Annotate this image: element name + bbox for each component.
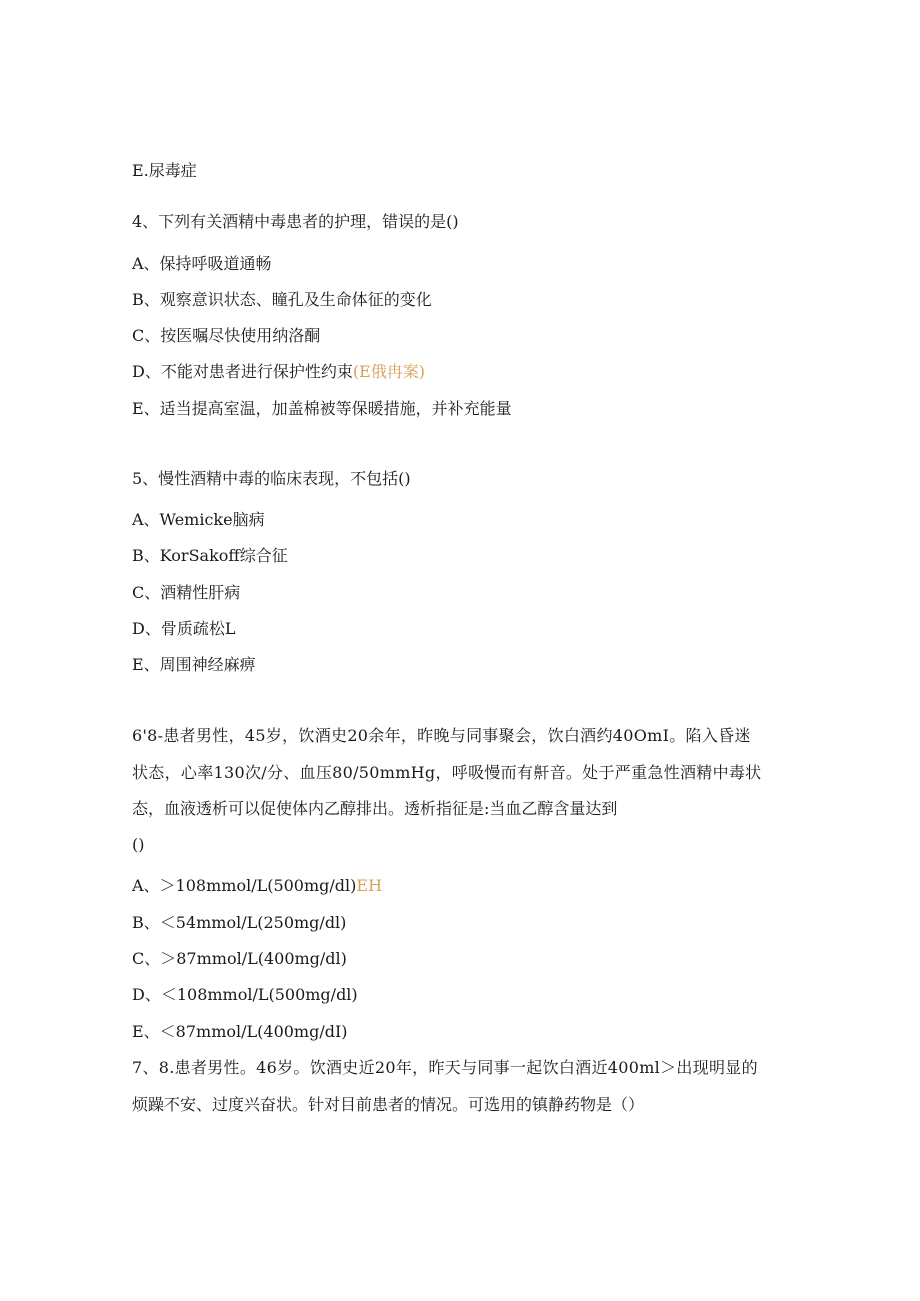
q5-option-e: E、周围神经麻痹 xyxy=(132,655,256,674)
q4-option-d: D、不能对患者进行保护性约束 xyxy=(132,362,353,381)
q4-stem: 4、下列有关酒精中毒患者的护理，错误的是() xyxy=(132,212,459,231)
q6-option-b: B、＜54mmol∕L(250mg∕dl) xyxy=(132,913,347,932)
q6-answer-mark: EH xyxy=(356,876,383,895)
q6-option-a-row xyxy=(132,876,382,896)
q7-stem-line-1: 7、8.患者男性。46岁。饮酒史近20年，昨天与同事一起饮白酒近400ml＞出现明显的 xyxy=(132,1058,758,1077)
q5-option-c: C、酒精性肝病 xyxy=(132,583,241,602)
q6-option-a: A、＞108mmol∕L(500mg∕dl) xyxy=(132,876,357,895)
q6-stem-line-2: 状态，心率130次/分、血压80∕50mmHg，呼吸慢而有鼾音。处于严重急性酒精中毒状 xyxy=(132,763,762,782)
q4-answer-mark: (E俄冉案) xyxy=(352,362,426,381)
q5-option-d: D、骨质疏松L xyxy=(132,619,236,638)
q4-option-d-row xyxy=(132,362,425,382)
q7-stem-line-2: 烦躁不安、过度兴奋状。针对目前患者的情况。可选用的镇静药物是（） xyxy=(132,1095,645,1114)
q6-stem-line-4: () xyxy=(132,835,145,854)
q6-option-d: D、＜108mmol∕L(500mg∕dl) xyxy=(132,985,358,1004)
q5-option-b: B、KorSakoff综合征 xyxy=(132,546,288,565)
q5-option-a: A、Wemicke脑病 xyxy=(132,510,265,529)
q4-option-a: A、保持呼吸道通畅 xyxy=(132,254,272,273)
q4-option-e: E、适当提高室温，加盖棉被等保暖措施，并补充能量 xyxy=(132,399,512,418)
q3-option-e: E.尿毒症 xyxy=(132,161,197,180)
q6-option-c: C、＞87mmol∕L(400mg∕dl) xyxy=(132,949,347,968)
q6-stem-line-1: 6'8-患者男性，45岁，饮酒史20余年，昨晚与同事聚会，饮白酒约40OmI。陷入昏迷 xyxy=(132,726,751,745)
q6-stem-line-3: 态，血液透析可以促使体内乙醇排出。透析指征是:当血乙醇含量达到 xyxy=(132,799,618,818)
q6-option-e: E、＜87mmol∕L(400mg∕dI) xyxy=(132,1022,348,1041)
q4-option-b: B、观察意识状态、瞳孔及生命体征的变化 xyxy=(132,290,432,309)
q4-option-c: C、按医嘱尽快使用纳洛酮 xyxy=(132,326,321,345)
q5-stem: 5、慢性酒精中毒的临床表现，不包括() xyxy=(132,469,411,488)
